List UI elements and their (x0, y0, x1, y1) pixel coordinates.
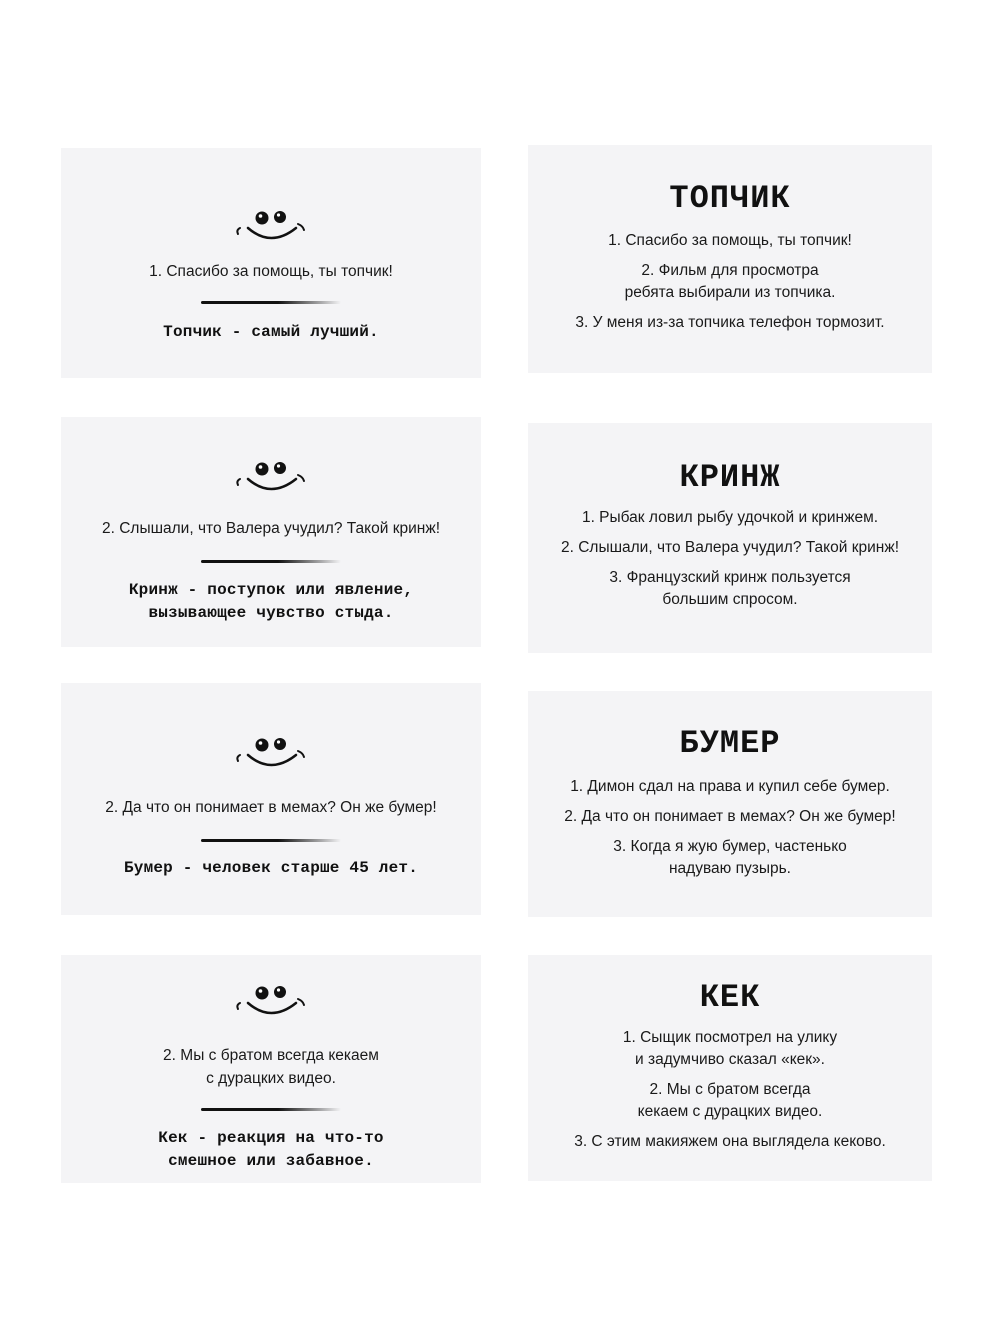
definition-text: Кек - реакция на что-то смешное или забавное. (158, 1129, 384, 1170)
example-sentence: 1. Спасибо за помощь, ты топчик! (149, 263, 393, 280)
smiley-face-icon (226, 455, 316, 495)
word-title: КЕК (699, 979, 761, 1016)
usage-item: 1. Сыщик посмотрел на улику и задумчиво сказал «кек». (622, 1029, 838, 1068)
divider-line (201, 1108, 341, 1111)
usage-list (528, 230, 932, 342)
card-right-2 (528, 423, 932, 653)
usage-item: 1. Спасибо за помощь, ты топчик! (608, 232, 852, 249)
usage-item: 2. Слышали, что Валера учудил? Такой кринж! (560, 539, 900, 556)
example-sentence: 2. Да что он понимает в мемах? Он же бумер! (105, 799, 437, 816)
usage-item: 2. Да что он понимает в мемах? Он же бумер! (564, 808, 896, 825)
divider-line (201, 301, 341, 304)
definition-text: Кринж - поступок или явление, вызывающее чувство стыда. (128, 581, 414, 622)
card-left-3 (61, 683, 481, 915)
card-left-2 (61, 417, 481, 647)
usage-item: 3. Когда я жую бумер, частенько надуваю пузырь. (613, 838, 847, 877)
usage-item: 3. С этим макияжем она выглядела кеково. (574, 1133, 886, 1150)
usage-item: 2. Мы с братом всегда кекаем с дурацких видео. (637, 1081, 823, 1120)
definition-text: Топчик - самый лучший. (163, 323, 379, 341)
smiley-face-icon (226, 731, 316, 771)
example-sentence: 2. Мы с братом всегда кекаем с дурацких видео. (163, 1047, 379, 1087)
smiley-face-icon (226, 204, 316, 244)
card-left-4 (61, 955, 481, 1183)
usage-item: 3. Французский кринж пользуется большим спросом. (609, 569, 851, 608)
word-title: КРИНЖ (679, 459, 781, 496)
word-title: БУМЕР (679, 725, 781, 762)
card-right-3 (528, 691, 932, 917)
usage-list (528, 776, 932, 888)
divider-line (201, 839, 341, 842)
example-sentence: 2. Слышали, что Валера учудил? Такой кринж! (101, 520, 441, 537)
usage-item: 1. Димон сдал на права и купил себе бумер. (570, 778, 890, 795)
divider-line (201, 560, 341, 563)
usage-item: 2. Фильм для просмотра ребята выбирали из топчика. (624, 262, 836, 301)
usage-item: 1. Рыбак ловил рыбу удочкой и кринжем. (581, 509, 879, 526)
usage-item: 3. У меня из-за топчика телефон тормозит. (575, 314, 885, 331)
card-left-1 (61, 148, 481, 378)
definition-text: Бумер - человек старше 45 лет. (123, 859, 419, 877)
smiley-face-icon (226, 979, 316, 1019)
usage-list (528, 1027, 932, 1161)
usage-list (528, 507, 932, 619)
word-title: ТОПЧИК (669, 180, 791, 217)
card-right-1 (528, 145, 932, 373)
card-right-4 (528, 955, 932, 1181)
